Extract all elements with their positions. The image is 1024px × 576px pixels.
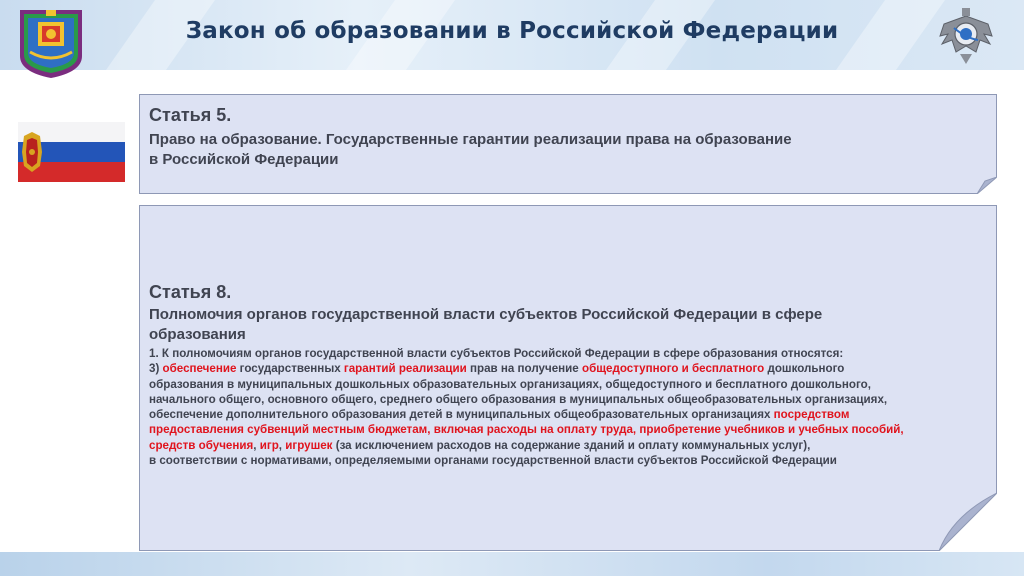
article-8-heading: Статья 8. bbox=[149, 282, 232, 302]
page-title: Закон об образовании в Российской Федерации bbox=[185, 18, 839, 44]
body-line: в соответствии с нормативами, определяемыми органами государственной власти субъектов Российской Федерации bbox=[149, 454, 837, 468]
krasnodar-coat-of-arms-icon bbox=[16, 6, 86, 80]
body-line: средств обучения, игр, игрушек (за исключением расходов на содержание зданий и оплату коммунальных услуг), bbox=[149, 438, 811, 452]
footer-band bbox=[0, 552, 1024, 576]
body-line: 1. К полномочиям органов государственной власти субъектов Российской Федерации в сфере образования относятся: bbox=[149, 347, 844, 360]
body-line: предоставления субвенций местным бюджетам, включая расходы на оплату труда, приобретение учебников и учебных пособий, bbox=[149, 423, 904, 437]
body-line: образования в муниципальных дошкольных образовательных организациях, общедоступного и бесплатного дошкольного, bbox=[149, 377, 871, 391]
header-band bbox=[0, 0, 1024, 70]
article-5-subtitle: Право на образование. Государственные гарантии реализации права на образование в Российской Федерации bbox=[149, 131, 792, 168]
body-line: начального общего, основного общего, среднего общего образования в муниципальных общеобразовательных организациях, bbox=[149, 392, 888, 406]
body-line: 3) обеспечение государственных гарантий реализации прав на получение общедоступного и бесплатного дошкольного bbox=[149, 362, 845, 376]
article-5-heading: Статья 5. bbox=[149, 105, 232, 125]
body-line: обеспечение дополнительного образования детей в муниципальных общеобразовательных организациях посредством bbox=[149, 408, 850, 422]
page-curl-corner bbox=[977, 177, 997, 194]
article-5-card bbox=[139, 94, 997, 194]
article-8-subtitle: Полномочия органов государственной власти субъектов Российской Федерации в сфере образования bbox=[149, 306, 823, 343]
russian-flag-with-coat-of-arms-icon bbox=[18, 122, 125, 182]
ministry-of-education-eagle-emblem-icon bbox=[936, 6, 996, 68]
article-8-body bbox=[149, 346, 991, 468]
page-curl-corner bbox=[939, 493, 997, 551]
article-8-card bbox=[139, 205, 997, 551]
